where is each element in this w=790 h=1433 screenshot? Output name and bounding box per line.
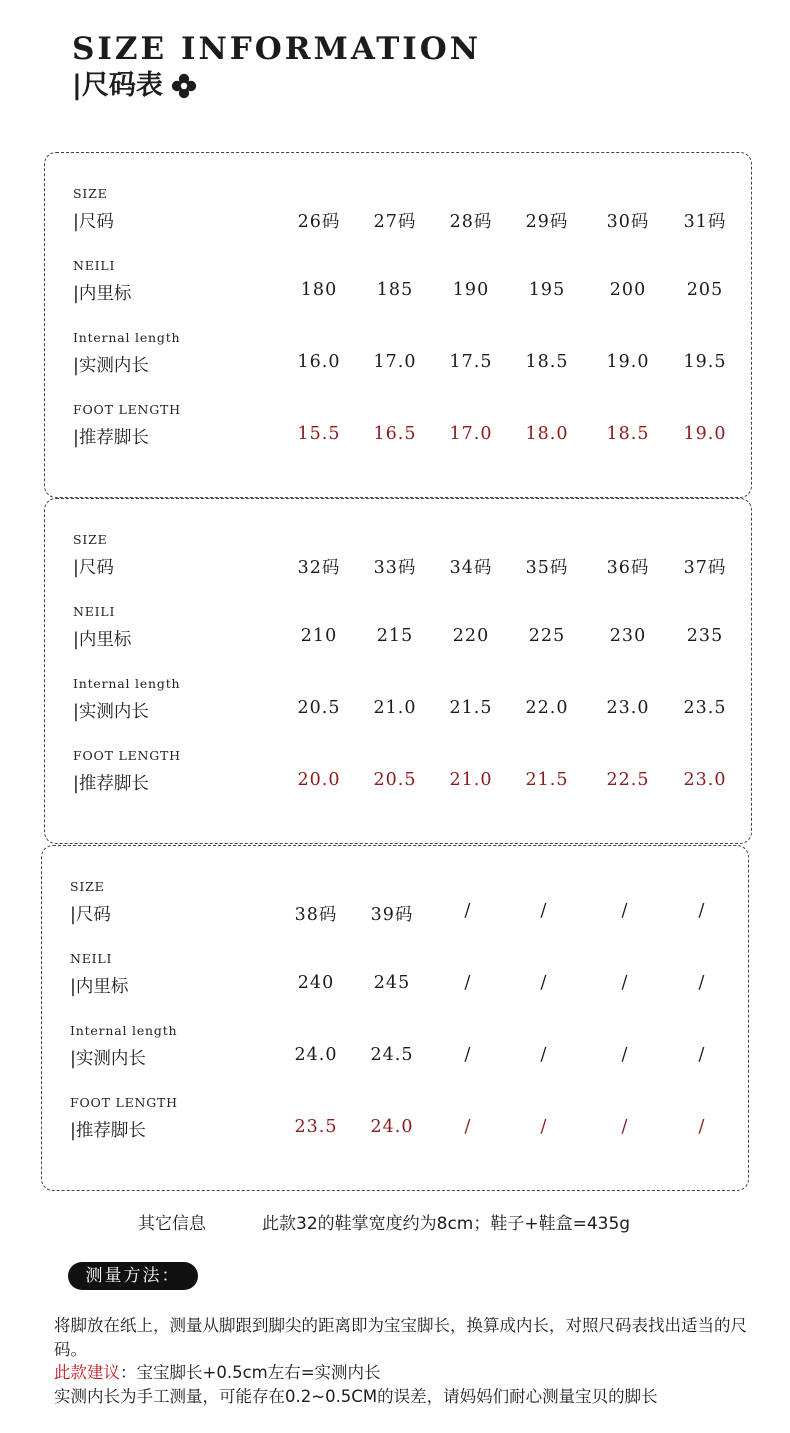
table-cell: 39码 [370,905,414,925]
table-cell: 19.5 [683,352,727,372]
table-cell: 21.5 [525,770,569,790]
table-cell: 18.5 [525,352,569,372]
table-row-neili [45,258,751,318]
table-cell: 20.5 [297,698,341,718]
table-cell: 22.0 [525,698,569,718]
table-cell: 16.5 [373,424,417,444]
table-cell: / [621,901,629,921]
table-cell: / [698,901,706,921]
row-label-en: Internal length [73,330,181,345]
table-cell: 23.0 [606,698,650,718]
table-row-size [45,186,751,246]
table-row-neili [42,951,748,1011]
four-petal-flower-icon [171,73,197,99]
table-cell: 205 [686,280,724,300]
row-label-en: FOOT LENGTH [70,1095,178,1110]
row-label-cn: |实测内长 [73,356,149,376]
table-cell: 20.5 [373,770,417,790]
table-cell: 27码 [373,212,417,232]
table-cell: 19.0 [606,352,650,372]
table-cell: 16.0 [297,352,341,372]
table-cell: 225 [528,626,566,646]
table-cell: 210 [300,626,338,646]
size-table-1 [44,152,752,498]
table-cell: 33码 [373,558,417,578]
table-cell: 245 [373,973,411,993]
table-cell: 200 [609,280,647,300]
measure-tip [54,1361,778,1385]
table-cell: 24.5 [370,1045,414,1065]
other-info-detail: 此款32的鞋掌宽度约为8cm；鞋子+鞋盒=435g [262,1214,631,1234]
table-cell: 24.0 [370,1117,414,1137]
table-cell: 190 [452,280,490,300]
table-row-foot [45,402,751,462]
table-cell: 32码 [297,558,341,578]
table-cell: / [540,1117,548,1137]
table-cell: 21.0 [449,770,493,790]
table-cell: / [464,1117,472,1137]
size-table-3 [41,845,749,1191]
table-row-internal [45,330,751,390]
table-cell: 23.5 [294,1117,338,1137]
table-cell: 35码 [525,558,569,578]
table-cell: 180 [300,280,338,300]
table-row-foot [45,748,751,808]
row-label-cn: |内里标 [73,284,132,304]
tip-label: 此款建议 [54,1363,120,1382]
table-cell: 24.0 [294,1045,338,1065]
table-cell: 26码 [297,212,341,232]
table-cell: / [464,1045,472,1065]
row-label-cn: |尺码 [73,558,114,578]
row-label-en: FOOT LENGTH [73,402,181,417]
measure-method-badge: 测量方法： [68,1262,198,1290]
tip-text: ：宝宝脚长+0.5cm左右=实测内长 [120,1363,381,1382]
table-cell: 185 [376,280,414,300]
row-label-en: Internal length [70,1023,178,1038]
table-cell: 18.0 [525,424,569,444]
row-label-en: SIZE [73,532,108,547]
table-cell: 23.0 [683,770,727,790]
row-label-en: NEILI [73,258,116,273]
table-cell: 21.5 [449,698,493,718]
table-cell: 22.5 [606,770,650,790]
table-cell: 37码 [683,558,727,578]
table-cell: 15.5 [297,424,341,444]
row-label-cn: |推荐脚长 [70,1121,146,1141]
table-row-foot [42,1095,748,1155]
row-label-cn: |尺码 [70,905,111,925]
measure-note: 实测内长为手工测量，可能存在0.2~0.5CM的误差，请妈妈们耐心测量宝贝的脚长 [54,1386,658,1406]
subtitle-text: |尺码表 [72,70,163,101]
table-cell: 36码 [606,558,650,578]
table-cell: 230 [609,626,647,646]
table-cell: 38码 [294,905,338,925]
table-row-internal [42,1023,748,1083]
table-cell: 30码 [606,212,650,232]
table-cell: / [464,901,472,921]
size-table-2 [44,498,752,844]
row-label-cn: |尺码 [73,212,114,232]
table-cell: 215 [376,626,414,646]
table-row-internal [45,676,751,736]
table-cell: 21.0 [373,698,417,718]
table-cell: 17.0 [449,424,493,444]
table-cell: 240 [297,973,335,993]
table-cell: 195 [528,280,566,300]
table-row-size [45,532,751,592]
row-label-cn: |实测内长 [70,1049,146,1069]
table-cell: 34码 [449,558,493,578]
table-cell: / [621,973,629,993]
row-label-cn: |推荐脚长 [73,428,149,448]
table-cell: 28码 [449,212,493,232]
table-row-neili [45,604,751,664]
row-label-en: FOOT LENGTH [73,748,181,763]
row-label-en: Internal length [73,676,181,691]
row-label-en: SIZE [73,186,108,201]
table-cell: / [621,1045,629,1065]
row-label-cn: |推荐脚长 [73,774,149,794]
row-label-cn: |实测内长 [73,702,149,722]
table-cell: 18.5 [606,424,650,444]
table-cell: / [464,973,472,993]
other-info [138,1209,631,1234]
table-cell: / [540,901,548,921]
table-cell: / [540,1045,548,1065]
table-cell: 17.5 [449,352,493,372]
table-cell: / [698,1117,706,1137]
row-label-en: NEILI [73,604,116,619]
table-cell: / [540,973,548,993]
table-cell: 19.0 [683,424,727,444]
table-cell: 235 [686,626,724,646]
row-label-cn: |内里标 [73,630,132,650]
table-cell: 20.0 [297,770,341,790]
table-cell: / [698,1045,706,1065]
table-cell: 29码 [525,212,569,232]
table-cell: 31码 [683,212,727,232]
row-label-en: SIZE [70,879,105,894]
page-subtitle [72,72,197,99]
page-title: SIZE INFORMATION [72,31,482,67]
table-cell: 17.0 [373,352,417,372]
table-cell: 23.5 [683,698,727,718]
measure-description [54,1314,778,1408]
other-info-label: 其它信息 [138,1214,206,1234]
measure-instruction: 将脚放在纸上，测量从脚跟到脚尖的距离即为宝宝脚长，换算成内长，对照尺码表找出适当的尺码。 [54,1316,747,1359]
table-row-size [42,879,748,939]
row-label-cn: |内里标 [70,977,129,997]
row-label-en: NEILI [70,951,113,966]
table-cell: / [621,1117,629,1137]
table-cell: 220 [452,626,490,646]
table-cell: / [698,973,706,993]
